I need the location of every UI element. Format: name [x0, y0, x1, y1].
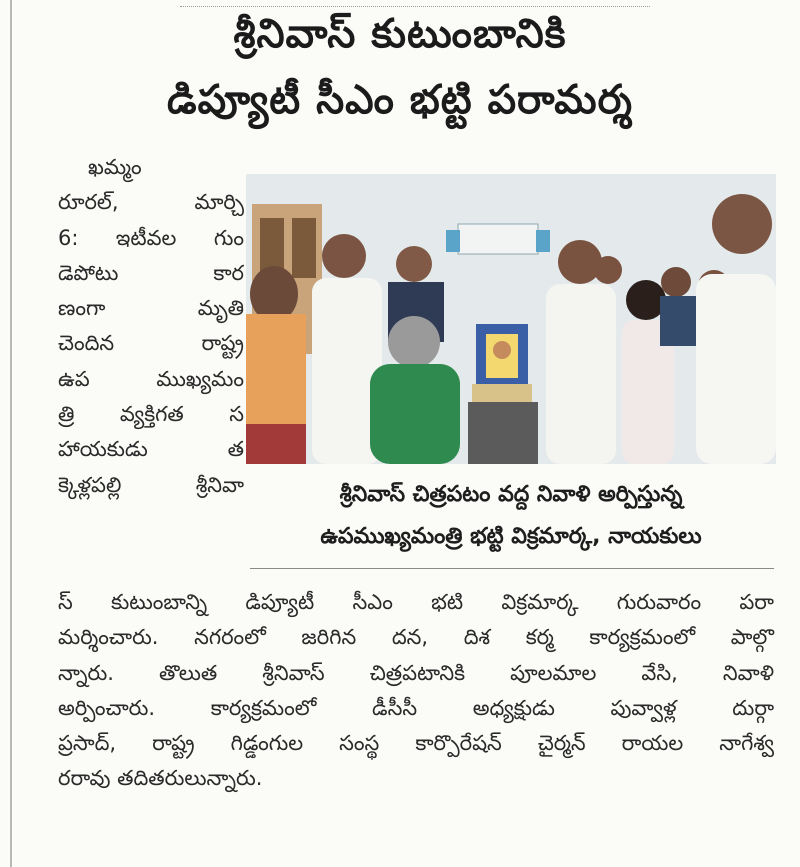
column-line: డెపోటు కార — [58, 260, 244, 285]
photo-image — [246, 174, 776, 464]
news-photo — [246, 174, 776, 464]
column-line: చెందిన రాష్ట్ర — [58, 331, 244, 356]
column-line: 6: ఇటీవల గుం — [58, 225, 244, 250]
caption-divider — [250, 568, 774, 569]
column-line: హాయకుడు త — [58, 437, 244, 462]
column-line: ణంగా మృతి — [58, 296, 244, 321]
page-margin-rule — [10, 0, 12, 867]
body-line: న్నారు. తొలుత శ్రీనివాస్ చిత్రపటానికి పూలమాల వేసి, నివాళి — [58, 660, 774, 685]
column-line: క్కెళ్లపల్లి శ్రీనివా — [58, 472, 244, 497]
caption-line-1: శ్రీనివాస్ చిత్రపటం వద్ద నివాళి అర్పిస్తున్న — [339, 482, 683, 507]
headline-line-1: శ్రీనివాస్ కుటుంబానికి — [233, 11, 567, 57]
body-line: రరావు తదితరులున్నారు. — [58, 766, 263, 791]
column-line: త్రి వ్యక్తిగత స — [58, 402, 244, 427]
body-line: అర్పించారు. కార్యక్రమంలో డీసీసీ అధ్యక్షుడు పువ్వాళ్ల దుర్గా — [58, 695, 774, 720]
body-line: స్ కుటుంబాన్ని డిప్యూటీ సీఎం భటి విక్రమార్క గురువారం పరా — [58, 590, 774, 614]
article-body — [58, 585, 774, 797]
column-line: రూరల్, మార్చి — [58, 190, 244, 215]
clipped-previous-text — [180, 0, 650, 7]
column-line: ఉప ముఖ్యమం — [58, 366, 244, 391]
column-line: ఖమ్మం — [88, 155, 142, 179]
headline-line-2: డిప్యూటీ సీఎం భట్టి పరామర్శ — [166, 77, 634, 123]
body-line: ప్రసాద్, రాష్ట్ర గిడ్డంగుల సంస్థ కార్పొరేషన్ చైర్మన్ రాయల నాగేశ్వ — [58, 731, 774, 756]
caption-line-2: ఉపముఖ్యమంత్రి భట్టి విక్రమార్క, నాయకులు — [320, 524, 702, 549]
article-intro-column — [58, 150, 244, 503]
photo-caption — [246, 474, 776, 558]
body-line: మర్శించారు. నగరంలో జరిగిన దన, దిశ కర్మ కార్యక్రమంలో పాల్గొ — [58, 625, 774, 650]
